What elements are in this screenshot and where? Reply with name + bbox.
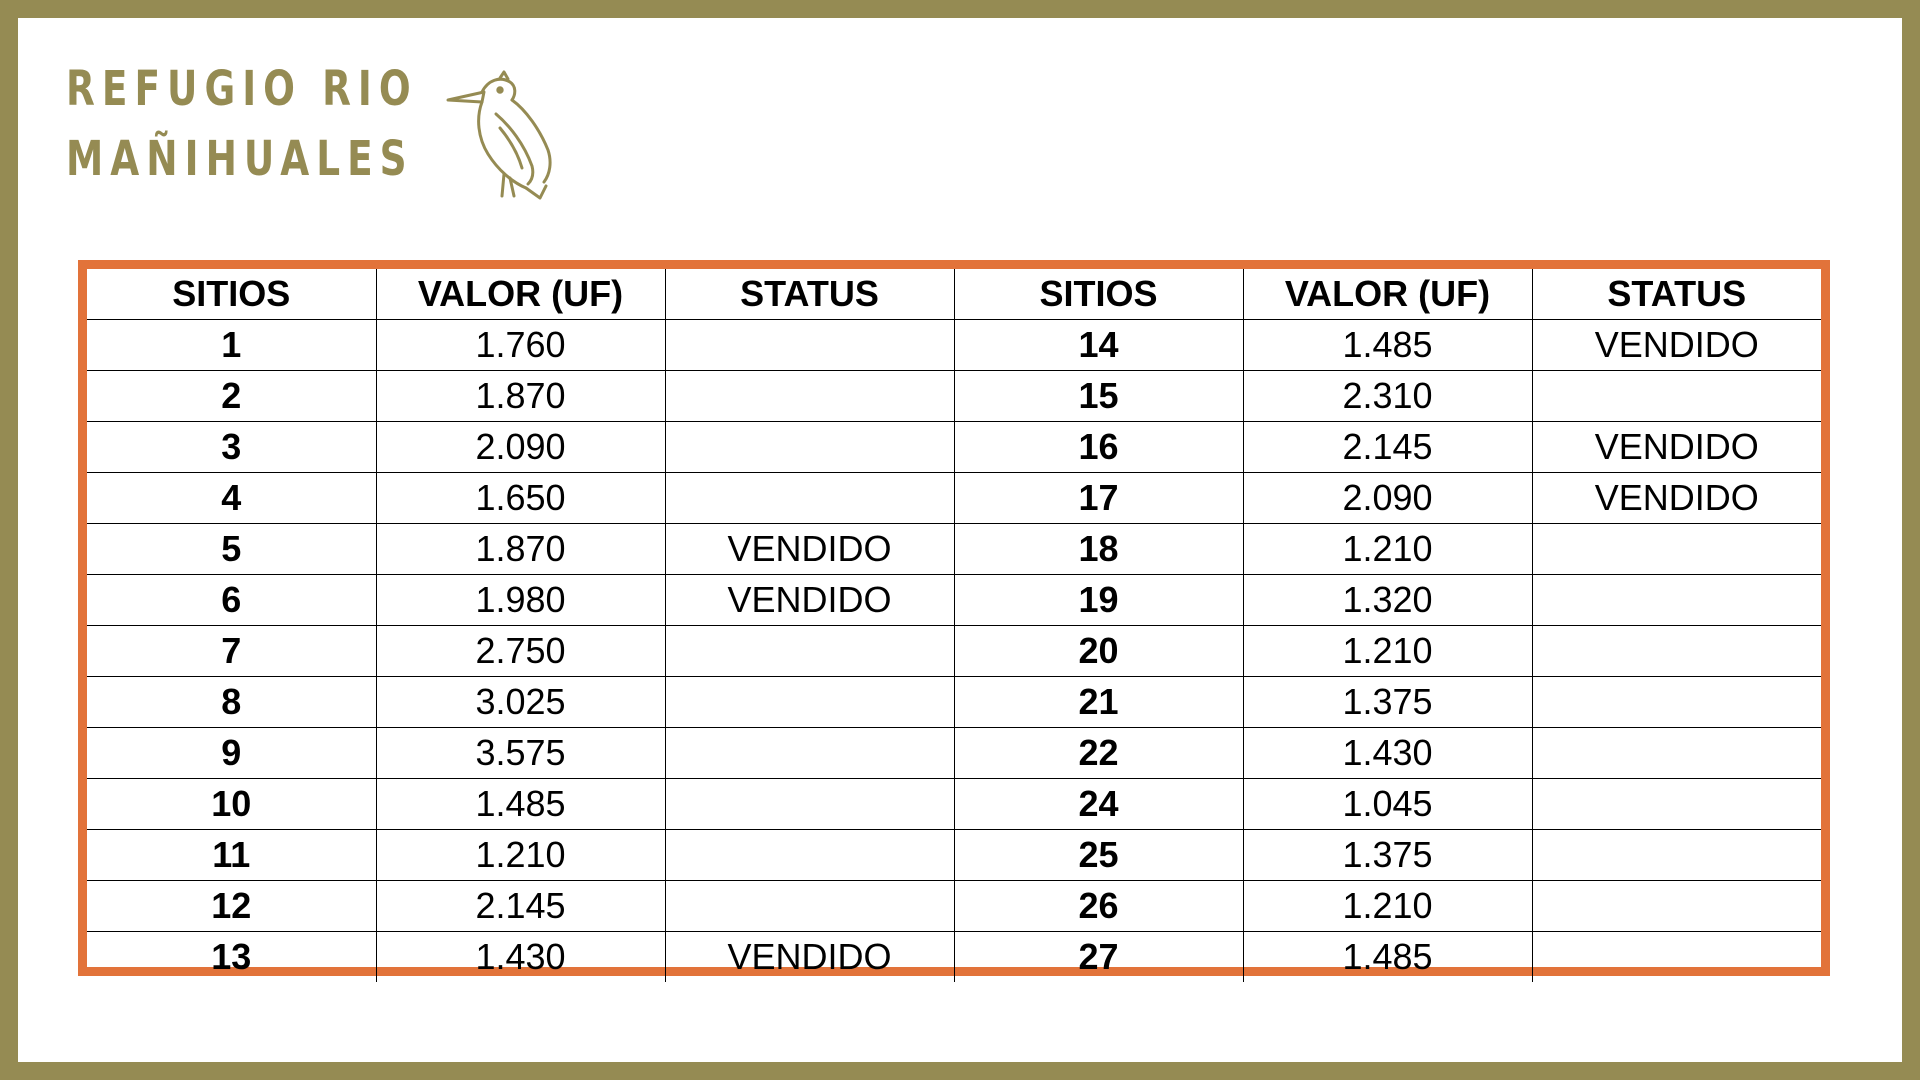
cell-site: 27 [954,932,1243,983]
cell-site: 19 [954,575,1243,626]
table-row [87,422,1821,473]
cell-status [665,626,954,677]
cell-value: 1.485 [1243,320,1532,371]
header-sitios: SITIOS [87,269,376,320]
cell-value: 1.210 [376,830,665,881]
price-table-container [78,260,1830,976]
cell-value: 1.980 [376,575,665,626]
cell-site: 22 [954,728,1243,779]
cell-status [665,320,954,371]
cell-site: 9 [87,728,376,779]
cell-site: 6 [87,575,376,626]
cell-site: 10 [87,779,376,830]
cell-status [665,830,954,881]
table-row [87,830,1821,881]
kingfisher-bird-icon [444,70,564,200]
cell-status [665,422,954,473]
cell-value: 1.430 [376,932,665,983]
table-row [87,779,1821,830]
cell-value: 2.310 [1243,371,1532,422]
cell-value: 1.210 [1243,881,1532,932]
cell-value: 2.145 [376,881,665,932]
header-status: STATUS [665,269,954,320]
cell-site: 14 [954,320,1243,371]
cell-status: VENDIDO [1532,422,1821,473]
cell-value: 3.575 [376,728,665,779]
cell-value: 1.320 [1243,575,1532,626]
cell-value: 1.210 [1243,524,1532,575]
table-row [87,524,1821,575]
header-status-2: STATUS [1532,269,1821,320]
cell-value: 2.750 [376,626,665,677]
cell-status: VENDIDO [1532,320,1821,371]
cell-site: 7 [87,626,376,677]
cell-site: 11 [87,830,376,881]
cell-status [1532,779,1821,830]
brand-logo [66,54,517,194]
cell-value: 1.045 [1243,779,1532,830]
cell-status [665,473,954,524]
cell-site: 16 [954,422,1243,473]
cell-value: 2.145 [1243,422,1532,473]
cell-status: VENDIDO [665,524,954,575]
cell-status [1532,371,1821,422]
cell-status [1532,524,1821,575]
cell-status [665,779,954,830]
cell-site: 12 [87,881,376,932]
cell-value: 1.870 [376,371,665,422]
cell-value: 3.025 [376,677,665,728]
cell-value: 1.430 [1243,728,1532,779]
cell-site: 20 [954,626,1243,677]
cell-value: 1.870 [376,524,665,575]
brand-name [66,54,418,194]
cell-value: 1.210 [1243,626,1532,677]
cell-value: 1.375 [1243,677,1532,728]
cell-site: 5 [87,524,376,575]
cell-status [665,881,954,932]
cell-status [665,371,954,422]
cell-status [1532,575,1821,626]
cell-site: 13 [87,932,376,983]
cell-value: 1.485 [1243,932,1532,983]
table-row [87,932,1821,983]
cell-site: 25 [954,830,1243,881]
cell-site: 3 [87,422,376,473]
cell-status: VENDIDO [665,932,954,983]
cell-status [1532,932,1821,983]
table-row [87,677,1821,728]
brand-name-line-2: MAÑIHUALES [66,131,414,187]
cell-value: 1.760 [376,320,665,371]
cell-site: 8 [87,677,376,728]
table-row [87,881,1821,932]
cell-status [1532,881,1821,932]
table-row [87,575,1821,626]
table-row [87,371,1821,422]
cell-site: 17 [954,473,1243,524]
cell-site: 21 [954,677,1243,728]
cell-value: 1.375 [1243,830,1532,881]
cell-status [1532,677,1821,728]
cell-site: 1 [87,320,376,371]
cell-status [665,728,954,779]
header-sitios-2: SITIOS [954,269,1243,320]
cell-site: 26 [954,881,1243,932]
cell-site: 18 [954,524,1243,575]
table-row [87,626,1821,677]
cell-site: 2 [87,371,376,422]
cell-status [665,677,954,728]
cell-value: 2.090 [1243,473,1532,524]
table-header-row [87,269,1821,320]
header-valor: VALOR (UF) [376,269,665,320]
cell-site: 4 [87,473,376,524]
brand-name-line-1: REFUGIO RIO [66,61,418,117]
header-valor-2: VALOR (UF) [1243,269,1532,320]
price-table [87,269,1821,982]
table-row [87,728,1821,779]
cell-value: 1.485 [376,779,665,830]
cell-status [1532,728,1821,779]
cell-site: 15 [954,371,1243,422]
cell-status: VENDIDO [665,575,954,626]
cell-status [1532,626,1821,677]
page-frame [18,18,1902,1062]
cell-status [1532,830,1821,881]
table-row [87,473,1821,524]
cell-site: 24 [954,779,1243,830]
cell-value: 1.650 [376,473,665,524]
cell-status: VENDIDO [1532,473,1821,524]
table-row [87,320,1821,371]
cell-value: 2.090 [376,422,665,473]
